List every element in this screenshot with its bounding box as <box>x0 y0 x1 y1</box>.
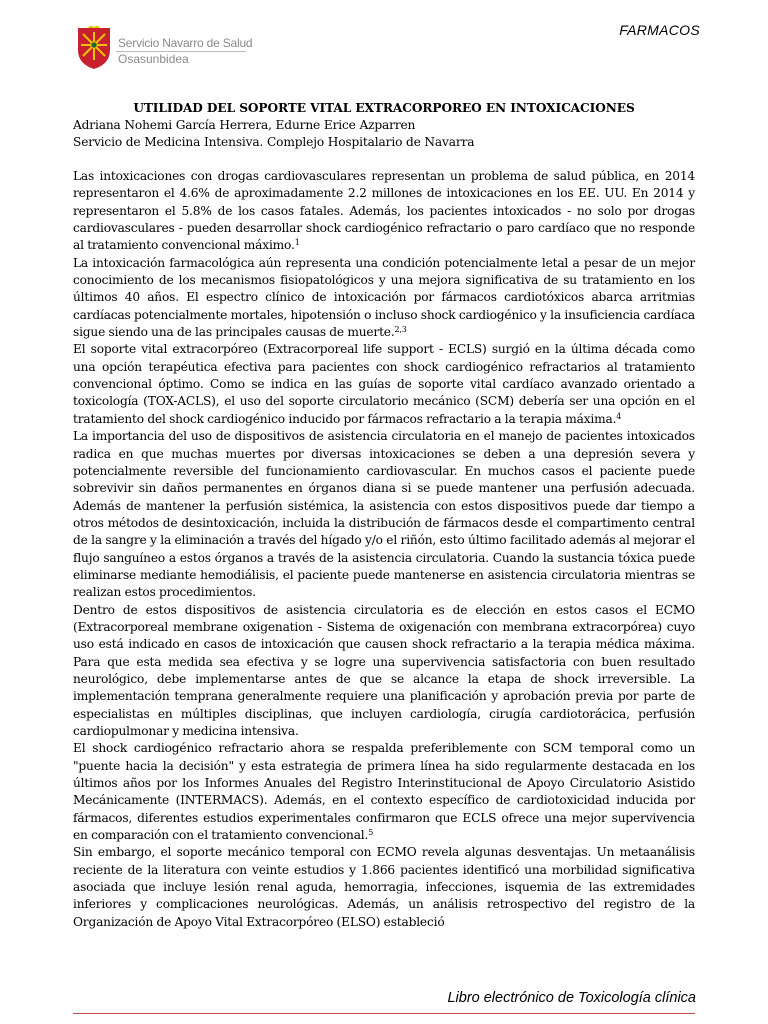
reference-marker: 4 <box>616 411 622 421</box>
reference-marker: 1 <box>294 238 300 248</box>
organization-name: Servicio Navarro de Salud <box>118 36 253 50</box>
footer-rule <box>73 1013 695 1014</box>
page-header <box>0 0 768 80</box>
footer-book-title: Libro electrónico de Toxicología clínica <box>447 990 696 1006</box>
article-title: UTILIDAD DEL SOPORTE VITAL EXTRACORPOREO EN INTOXICACIONES <box>133 101 635 115</box>
article-affiliation: Servicio de Medicina Intensiva. Complejo Hospitalario de Navarra <box>73 135 475 149</box>
article-paragraph: La importancia del uso de dispositivos de asistencia circulatoria en el manejo de pacientes intoxicados radica en que muchas muertes por diversas intoxicaciones se deben a una depresión severa y potencialmente reversible del funcionamiento cardiovascular. En muchos casos el paciente puede sobrevivir sin daños permanentes en órganos diana si se puede mantener una perfusión adecuada. Además de mantener la perfusión sistémica, la asistencia con estos dispositivos puede dar tiempo a otros métodos de desintoxicación, incluida la distribución de fármacos desde el compartimento central de la sangre y la eliminación a través del hígado y/o el riñón, esto último facilitado además al mejorar el flujo sanguíneo a estos órganos a través de la asistencia circulatoria. Cuando la sustancia tóxica puede eliminarse mediante hemodiálisis, el paciente puede mantenerse en asistencia circulatoria mientras se realizan estos procedimientos. <box>73 429 695 600</box>
article-paragraph: El shock cardiogénico refractario ahora se respalda preferiblemente con SCM temporal como un "puente hacia la decisión" y esta estrategia de primera línea ha sido regularmente destacada en los últimos años por los Informes Anuales del Registro Interinstitucional de Apoyo Circulatorio Asistido Mecánicamente (INTERMACS). Además, en el contexto específico de cardiotoxicidad inducida por fármacos, diferentes estudios experimentales confirmaron que ECLS ofrece una mejor supervivencia en comparación con el tratamiento convencional.$^5$ <box>73 741 695 843</box>
article-paragraph: El soporte vital extracorpóreo (Extracorporeal life support - ECLS) surgió en la última década como una opción terapéutica efectiva para pacientes con shock cardiogénico refractarios al tratamiento convencional óptimo. Como se indica en las guías de soporte vital cardíaco avanzado orientado a toxicología (TOX-ACLS), el uso del soporte circulatorio mecánico (SCM) debería ser una opción en el tratamiento del shock cardiogénico inducido por fármacos refractario a la terapia máxima.$^4$ <box>73 342 695 426</box>
article-body <box>73 100 695 931</box>
section-label: FARMACOS <box>619 22 700 38</box>
article-authors: Adriana Nohemi García Herrera, Edurne Erice Azparren <box>73 118 416 132</box>
article-paragraph: Sin embargo, el soporte mecánico temporal con ECMO revela algunas desventajas. Un metaanálisis reciente de la literatura con veinte estudios y 1.866 pacientes identificó una morbilidad significativa asociada que incluye lesión renal aguda, hemorragia, infecciones, isquemia de las extremidades inferiores y complicaciones neurológicas. Además, un análisis retrospectivo del registro de la Organización de Apoyo Vital Extracorpóreo (ELSO) estableció <box>73 845 695 929</box>
organization-subname: Osasunbidea <box>118 52 189 66</box>
reference-marker: 5 <box>368 828 374 838</box>
article-paragraph: La intoxicación farmacológica aún representa una condición potencialmente letal a pesar de un mejor conocimiento de los mecanismos fisiopatológicos y una mejora significativa de su tratamiento en los últimos 40 años. El espectro clínico de intoxicación por fármacos cardiotóxicos abarca arritmias cardíacas potencialmente mortales, hipotensión o incluso shock cardiogénico y la insuficiencia cardíaca sigue siendo una de las principales causas de muerte.$^{2,3}$ <box>73 255 695 340</box>
reference-marker: 2,3 <box>394 325 407 335</box>
navarra-shield-icon <box>76 26 112 70</box>
article-paragraph: Las intoxicaciones con drogas cardiovasculares representan un problema de salud pública, en 2014 representaron el 4.6% de aproximadamente 2.2 millones de intoxicaciones en los EE. UU. En 2014 y representaron el 5.8% de los casos fatales. Además, los pacientes intoxicados - no solo por drogas cardiovasculares - pueden desarrollar shock cardiogénico refractario o paro cardíaco que no responde al tratamiento convencional máximo.$^1$ <box>73 169 695 253</box>
article-paragraph: Dentro de estos dispositivos de asistencia circulatoria es de elección en estos casos el ECMO (Extracorporeal membrane oxigenation - Sistema de oxigenación con membrana extracorpórea) cuyo uso está indicado en casos de intoxicación que causen shock refractario a la terapia médica máxima. Para que esta medida sea efectiva y se logre una supervivencia satisfactoria con buen resultado neurológico, debe implementarse antes de que se alcance la etapa de shock irreversible. La implementación temprana generalmente requiere una planificación y aprobación previa por parte de especialistas en múltiples disciplinas, que incluyen cardiología, cirugía cardiotorácica, perfusión cardiopulmonar y medicina intensiva. <box>73 602 695 738</box>
organization-logo <box>76 26 276 72</box>
